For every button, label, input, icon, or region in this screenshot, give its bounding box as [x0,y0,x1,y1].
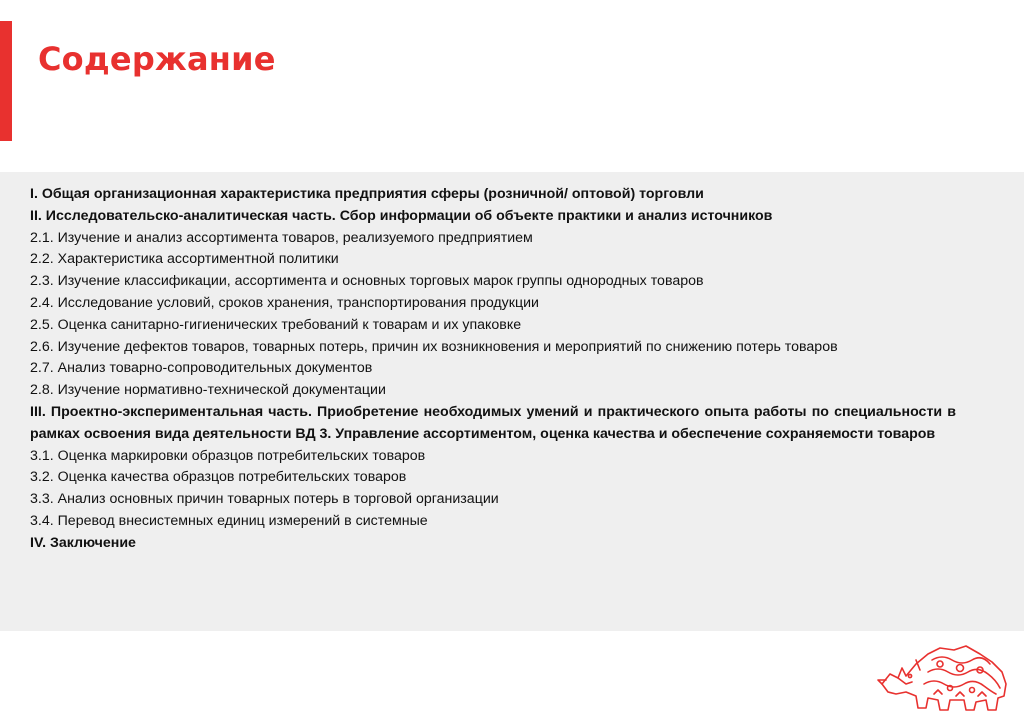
toc-item-2-6: 2.6. Изучение дефектов товаров, товарных потерь, причин их возникновения и мероприятий по снижению потерь товаров [30,338,838,355]
toc-item-2-4: 2.4. Исследование условий, сроков хранения, транспортирования продукции [30,294,539,311]
toc-item-2-2: 2.2. Характеристика ассортиментной политики [30,251,339,268]
toc-section-4: IV. Заключение [30,534,136,551]
toc-item-2-7: 2.7. Анализ товарно-сопроводительных документов [30,360,373,377]
table-of-contents [30,184,956,555]
toc-item-2-1: 2.1. Изучение и анализ ассортимента товаров, реализуемого предприятием [30,229,533,246]
toc-item-3-3: 3.3. Анализ основных причин товарных потерь в торговой организации [30,491,499,508]
contents-panel [0,172,1024,631]
toc-section-2: II. Исследовательско-аналитическая часть. Сбор информации об объекте практики и анализ источников [30,207,773,224]
toc-item-3-4: 3.4. Перевод внесистемных единиц измерений в системные [30,512,428,529]
toc-item-3-1: 3.1. Оценка маркировки образцов потребительских товаров [30,447,426,464]
page-title: Содержание [38,40,276,78]
toc-item-2-5: 2.5. Оценка санитарно-гигиенических требований к товарам и их упаковке [30,316,522,333]
rhinoceros-logo-icon [876,640,1012,714]
toc-item-2-3: 2.3. Изучение классификации, ассортимента и основных торговых марок группы однородных товаров [30,273,704,290]
toc-item-3-2: 3.2. Оценка качества образцов потребительских товаров [30,469,407,486]
toc-section-1: I. Общая организационная характеристика предприятия сферы (розничной/ оптовой) торговли [30,186,704,202]
toc-item-2-8: 2.8. Изучение нормативно-технической документации [30,382,386,399]
toc-section-3: III. Проектно-экспериментальная часть. Приобретение необходимых умений и практического опыта работы по специальности в рамках освоения вида деятельности ВД 3. Управление ассортиментом, оценка качества и обеспечение сохраняемости товаров [30,403,956,442]
title-accent-bar [0,21,12,141]
